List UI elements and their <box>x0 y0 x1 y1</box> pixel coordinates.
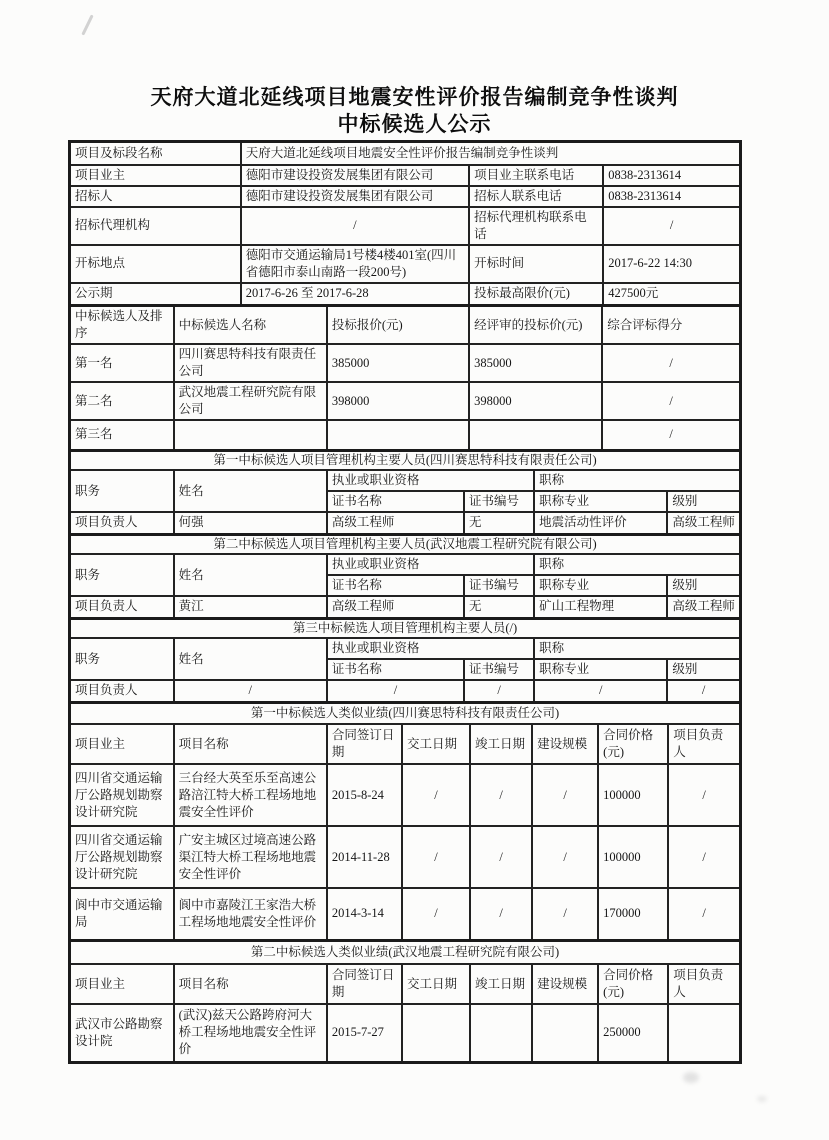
candidate-bid-price <box>327 420 469 450</box>
candidate-score: / <box>602 344 740 382</box>
personnel-cert-name: / <box>327 680 464 702</box>
candidate-name: 四川赛思特科技有限责任公司 <box>174 344 327 382</box>
candidates-header-name: 中标候选人名称 <box>174 306 327 345</box>
performance-price: 250000 <box>598 1004 668 1062</box>
performance-header-scale: 建设规模 <box>532 964 598 1004</box>
personnel-row <box>70 512 741 534</box>
personnel-header-qualification: 执业或职业资格 <box>327 470 534 491</box>
candidate-row <box>70 420 741 450</box>
info-label-agency-phone: 招标代理机构联系电话 <box>469 207 603 245</box>
personnel-cert-no: 无 <box>464 512 534 534</box>
candidate-row <box>70 382 741 420</box>
performance-scale <box>532 1004 598 1062</box>
info-value-opening-place: 德阳市交通运输局1号楼4楼401室(四川省德阳市泰山南路一段200号) <box>241 245 469 283</box>
performance-header-owner: 项目业主 <box>70 964 174 1004</box>
performance-header-owner: 项目业主 <box>70 724 174 764</box>
performance-scale: / <box>532 764 598 826</box>
performance-price: 100000 <box>598 826 668 888</box>
personnel-table-2 <box>68 533 742 620</box>
info-value-opening-time: 2017-6-22 14:30 <box>603 245 740 283</box>
performance-price: 170000 <box>598 888 668 940</box>
candidate-name <box>174 420 327 450</box>
performance-header-project: 项目名称 <box>174 724 327 764</box>
personnel-header-title: 职称 <box>534 638 740 659</box>
personnel-header-level: 级别 <box>667 491 740 512</box>
performance-completion-date: / <box>470 888 532 940</box>
info-value-owner-phone: 0838-2313614 <box>603 165 740 186</box>
candidate-row <box>70 344 741 382</box>
info-label-agency: 招标代理机构 <box>70 207 241 245</box>
candidate-bid-price: 385000 <box>327 344 469 382</box>
performance-scale: / <box>532 826 598 888</box>
personnel-header-job: 职务 <box>70 638 174 680</box>
info-label-max-price: 投标最高限价(元) <box>469 283 603 306</box>
performance-project: (武汉)兹天公路跨府河大桥工程场地地震安全性评价 <box>174 1004 327 1062</box>
candidates-header-bid-price: 投标报价(元) <box>327 306 469 345</box>
personnel-header-level: 级别 <box>667 659 740 680</box>
candidate-evaluated-price <box>469 420 602 450</box>
personnel-header-cert-name: 证书名称 <box>327 659 464 680</box>
personnel-header-major: 职称专业 <box>534 575 667 596</box>
candidate-rank: 第二名 <box>70 382 174 420</box>
personnel-row <box>70 596 741 618</box>
performance-table-2 <box>68 939 742 1064</box>
candidates-header-rank: 中标候选人及排序 <box>70 306 174 345</box>
personnel-job: 项目负责人 <box>70 596 174 618</box>
performance-table-1 <box>68 701 742 942</box>
performance-header-completion-date: 竣工日期 <box>470 964 532 1004</box>
personnel-table-1 <box>68 449 742 536</box>
personnel-header-qualification: 执业或职业资格 <box>327 638 534 659</box>
personnel-level: 高级工程师 <box>667 596 740 618</box>
candidates-table <box>68 304 742 452</box>
performance-contract-date: 2014-3-14 <box>327 888 402 940</box>
personnel-header-name: 姓名 <box>174 554 327 596</box>
personnel-row <box>70 680 741 702</box>
personnel-major: 地震活动性评价 <box>534 512 667 534</box>
candidate-rank: 第一名 <box>70 344 174 382</box>
performance-completion-date: / <box>470 826 532 888</box>
performance-contract-date: 2014-11-28 <box>327 826 402 888</box>
personnel-cert-name: 高级工程师 <box>327 512 464 534</box>
performance-header-completion-date: 竣工日期 <box>470 724 532 764</box>
personnel-header-level: 级别 <box>667 575 740 596</box>
personnel-header-cert-no: 证书编号 <box>464 659 534 680</box>
personnel-major: / <box>534 680 667 702</box>
personnel-header-cert-name: 证书名称 <box>327 491 464 512</box>
performance-header-scale: 建设规模 <box>532 724 598 764</box>
info-label-opening-place: 开标地点 <box>70 245 241 283</box>
performance-scale: / <box>532 888 598 940</box>
scan-artifact <box>81 14 93 35</box>
performance-price: 100000 <box>598 764 668 826</box>
candidate-bid-price: 398000 <box>327 382 469 420</box>
personnel-major: 矿山工程物理 <box>534 596 667 618</box>
performance-project: 广安主城区过境高速公路渠江特大桥工程场地地震安全性评价 <box>174 826 327 888</box>
performance-project: 阆中市嘉陵江王家浩大桥工程场地地震安全性评价 <box>174 888 327 940</box>
personnel-header-title: 职称 <box>534 470 740 491</box>
info-value-agency: / <box>241 207 469 245</box>
performance-manager: / <box>668 888 740 940</box>
performance-owner: 四川省交通运输厅公路规划勘察设计研究院 <box>70 826 174 888</box>
personnel-cert-no: / <box>464 680 534 702</box>
info-value-owner: 德阳市建设投资发展集团有限公司 <box>241 165 469 186</box>
personnel-header-qualification: 执业或职业资格 <box>327 554 534 575</box>
candidate-rank: 第三名 <box>70 420 174 450</box>
info-label-tenderee-phone: 招标人联系电话 <box>469 186 603 207</box>
performance-owner: 武汉市公路勘察设计院 <box>70 1004 174 1062</box>
personnel-cert-name: 高级工程师 <box>327 596 464 618</box>
section-title: 第二中标候选人类似业绩(武汉地震工程研究院有限公司) <box>70 940 741 964</box>
performance-header-contract-date: 合同签订日期 <box>327 724 402 764</box>
performance-manager: / <box>668 764 740 826</box>
personnel-header-job: 职务 <box>70 554 174 596</box>
performance-row <box>70 1004 741 1062</box>
personnel-level: 高级工程师 <box>667 512 740 534</box>
project-info-table <box>68 140 742 307</box>
scan-artifact <box>757 1096 767 1102</box>
performance-row <box>70 826 741 888</box>
candidate-evaluated-price: 398000 <box>469 382 602 420</box>
performance-header-manager: 项目负责人 <box>668 964 740 1004</box>
info-label-publicity-period: 公示期 <box>70 283 241 306</box>
performance-project: 三台经大英至乐至高速公路涪江特大桥工程场地地震安全性评价 <box>174 764 327 826</box>
personnel-header-name: 姓名 <box>174 638 327 680</box>
performance-owner: 阆中市交通运输局 <box>70 888 174 940</box>
section-title: 第一中标候选人类似业绩(四川赛思特科技有限责任公司) <box>70 702 741 724</box>
page-title-line-2: 中标候选人公示 <box>337 113 492 136</box>
candidate-score: / <box>602 420 740 450</box>
performance-delivery-date: / <box>402 826 470 888</box>
personnel-header-name: 姓名 <box>174 470 327 512</box>
personnel-header-cert-no: 证书编号 <box>464 491 534 512</box>
personnel-header-title: 职称 <box>534 554 740 575</box>
performance-completion-date: / <box>470 764 532 826</box>
performance-manager: / <box>668 826 740 888</box>
performance-delivery-date: / <box>402 888 470 940</box>
personnel-header-major: 职称专业 <box>534 659 667 680</box>
performance-header-delivery-date: 交工日期 <box>402 964 470 1004</box>
performance-contract-date: 2015-7-27 <box>327 1004 402 1062</box>
info-label-project-name: 项目及标段名称 <box>70 142 241 165</box>
performance-header-contract-date: 合同签订日期 <box>327 964 402 1004</box>
candidate-name: 武汉地震工程研究院有限公司 <box>174 382 327 420</box>
performance-manager <box>668 1004 740 1062</box>
personnel-job: 项目负责人 <box>70 680 174 702</box>
info-label-owner-phone: 项目业主联系电话 <box>469 165 603 186</box>
personnel-header-job: 职务 <box>70 470 174 512</box>
personnel-header-cert-name: 证书名称 <box>327 575 464 596</box>
performance-header-price: 合同价格(元) <box>598 724 668 764</box>
personnel-header-major: 职称专业 <box>534 491 667 512</box>
personnel-job: 项目负责人 <box>70 512 174 534</box>
personnel-name: / <box>174 680 327 702</box>
page-title <box>0 84 829 138</box>
info-value-max-price: 427500元 <box>603 283 740 306</box>
personnel-table-3 <box>68 617 742 704</box>
performance-row <box>70 764 741 826</box>
section-title: 第二中标候选人项目管理机构主要人员(武汉地震工程研究院有限公司) <box>70 534 741 554</box>
candidate-evaluated-price: 385000 <box>469 344 602 382</box>
performance-completion-date <box>470 1004 532 1062</box>
performance-header-project: 项目名称 <box>174 964 327 1004</box>
candidates-header-evaluated-price: 经评审的投标价(元) <box>469 306 602 345</box>
info-value-tenderee-phone: 0838-2313614 <box>603 186 740 207</box>
info-label-tenderee: 招标人 <box>70 186 241 207</box>
announcement-tables <box>68 140 742 1064</box>
personnel-name: 黄江 <box>174 596 327 618</box>
section-title: 第一中标候选人项目管理机构主要人员(四川赛思特科技有限责任公司) <box>70 450 741 470</box>
scan-artifact <box>683 1072 699 1083</box>
info-value-tenderee: 德阳市建设投资发展集团有限公司 <box>241 186 469 207</box>
info-value-project-name: 天府大道北延线项目地震安全性评价报告编制竞争性谈判 <box>241 142 741 165</box>
personnel-cert-no: 无 <box>464 596 534 618</box>
performance-row <box>70 888 741 940</box>
performance-header-manager: 项目负责人 <box>668 724 740 764</box>
performance-delivery-date <box>402 1004 470 1062</box>
performance-delivery-date: / <box>402 764 470 826</box>
personnel-name: 何强 <box>174 512 327 534</box>
personnel-level: / <box>667 680 740 702</box>
personnel-header-cert-no: 证书编号 <box>464 575 534 596</box>
info-label-opening-time: 开标时间 <box>469 245 603 283</box>
info-value-publicity-period: 2017-6-26 至 2017-6-28 <box>241 283 469 306</box>
performance-contract-date: 2015-8-24 <box>327 764 402 826</box>
info-value-agency-phone: / <box>603 207 740 245</box>
performance-header-price: 合同价格(元) <box>598 964 668 1004</box>
page-title-line-1: 天府大道北延线项目地震安性评价报告编制竞争性谈判 <box>150 86 679 109</box>
performance-header-delivery-date: 交工日期 <box>402 724 470 764</box>
section-title: 第三中标候选人项目管理机构主要人员(/) <box>70 618 741 638</box>
candidates-header-score: 综合评标得分 <box>602 306 740 345</box>
info-label-owner: 项目业主 <box>70 165 241 186</box>
candidate-score: / <box>602 382 740 420</box>
performance-owner: 四川省交通运输厅公路规划勘察设计研究院 <box>70 764 174 826</box>
